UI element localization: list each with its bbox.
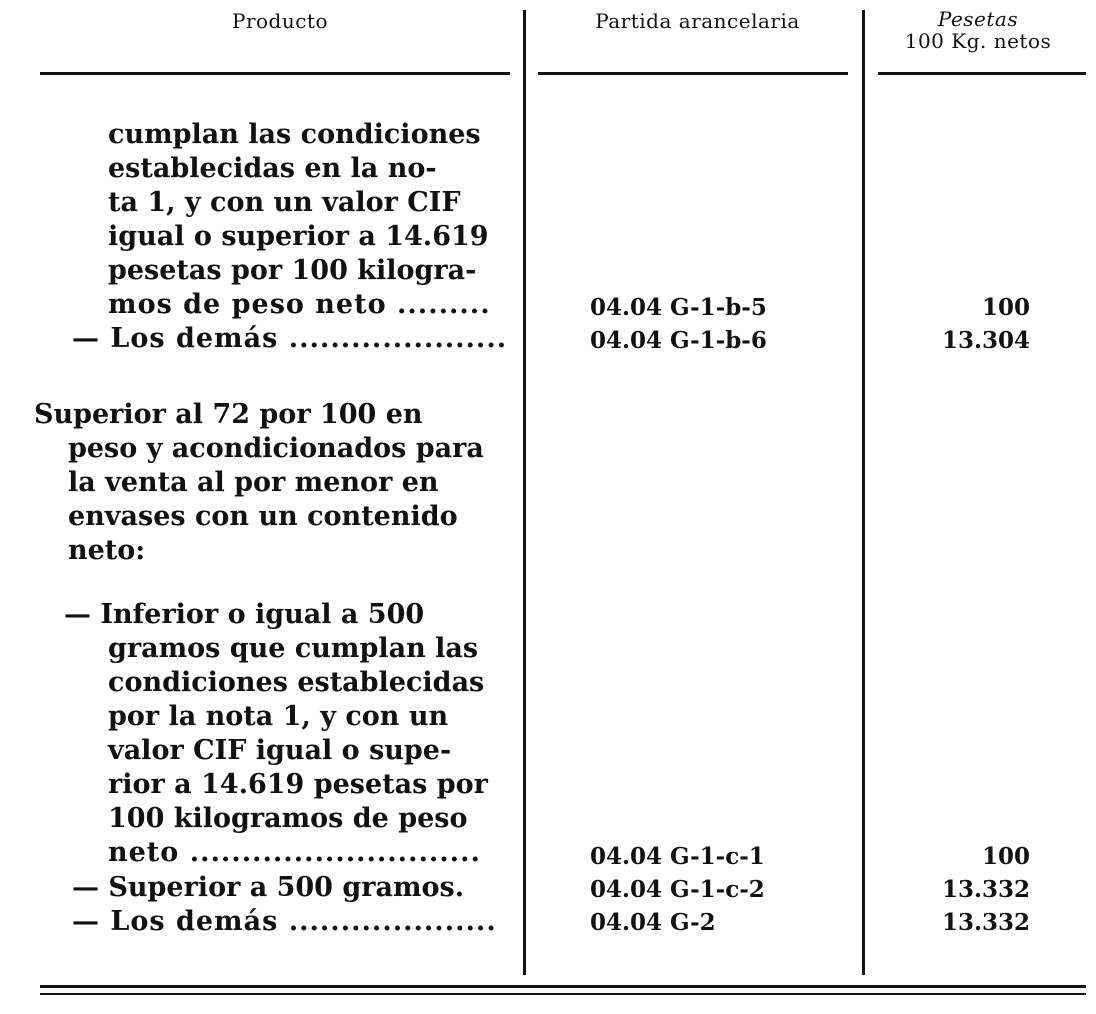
header-pesetas-line2: 100 Kg. netos xyxy=(904,29,1052,53)
product-line: neto: xyxy=(68,535,146,566)
product-line: valor CIF igual o supe- xyxy=(108,735,452,766)
product-line: pesetas por 100 kilogra- xyxy=(108,255,477,286)
product-block-3 xyxy=(108,632,523,870)
product-line: envases con un contenido xyxy=(68,501,458,532)
product-block-2 xyxy=(68,432,518,568)
product-line: peso y acondicionados para xyxy=(68,433,484,464)
product-line: — Superior a 500 gramos. xyxy=(72,872,465,903)
product-line: gramos que cumplan las xyxy=(108,633,479,664)
code-row-3: 04.04 G-1-c-1 xyxy=(590,843,765,870)
value-row-5: 13.332 xyxy=(941,909,1030,936)
header-rule-pesetas xyxy=(878,72,1086,75)
header-producto: Producto xyxy=(231,9,329,33)
value-row-4: 13.332 xyxy=(941,876,1030,903)
code-row-4: 04.04 G-1-c-2 xyxy=(590,876,765,903)
product-line: la venta al por menor en xyxy=(68,467,439,498)
product-line: condiciones establecidas xyxy=(108,667,485,698)
product-line: establecidas en la no- xyxy=(108,153,437,184)
product-line: por la nota 1, y con un xyxy=(108,701,449,732)
product-line: mos de peso neto ......... xyxy=(108,289,491,320)
product-block-1 xyxy=(108,118,518,322)
product-line: — Inferior o igual a 500 xyxy=(64,599,425,630)
product-line: rior a 14.619 pesetas por xyxy=(108,769,488,800)
product-line: neto ............................ xyxy=(108,837,481,868)
product-line: igual o superior a 14.619 xyxy=(108,221,489,252)
column-divider-1 xyxy=(523,10,526,975)
product-line: — Los demás ..................... xyxy=(72,323,508,354)
header-rule-producto xyxy=(40,72,510,75)
product-line: ta 1, y con un valor CIF xyxy=(108,187,461,218)
value-row-3: 100 xyxy=(981,843,1030,870)
product-line: cumplan las condiciones xyxy=(108,119,481,150)
bottom-rule-2 xyxy=(40,993,1086,995)
column-divider-2 xyxy=(862,10,865,975)
header-pesetas-line1: Pesetas xyxy=(937,7,1019,31)
value-row-1: 100 xyxy=(981,294,1030,321)
header-rule-partida xyxy=(538,72,848,75)
product-line: Superior al 72 por 100 en xyxy=(34,399,423,430)
header-pesetas xyxy=(868,8,1088,52)
product-block-2-first xyxy=(34,398,524,432)
code-row-5: 04.04 G-2 xyxy=(590,909,716,936)
header-partida-arancelaria: Partida arancelaria xyxy=(595,9,800,33)
product-line: 100 kilogramos de peso xyxy=(108,803,468,834)
product-los-demas-1 xyxy=(72,322,522,356)
value-row-2: 13.304 xyxy=(941,327,1030,354)
product-superior-500 xyxy=(72,871,522,939)
product-line: — Los demás .................... xyxy=(72,906,497,937)
code-row-2: 04.04 G-1-b-6 xyxy=(590,327,767,354)
bottom-rule-1 xyxy=(40,985,1086,988)
product-block-3-first xyxy=(64,598,524,632)
code-row-1: 04.04 G-1-b-5 xyxy=(590,294,767,321)
